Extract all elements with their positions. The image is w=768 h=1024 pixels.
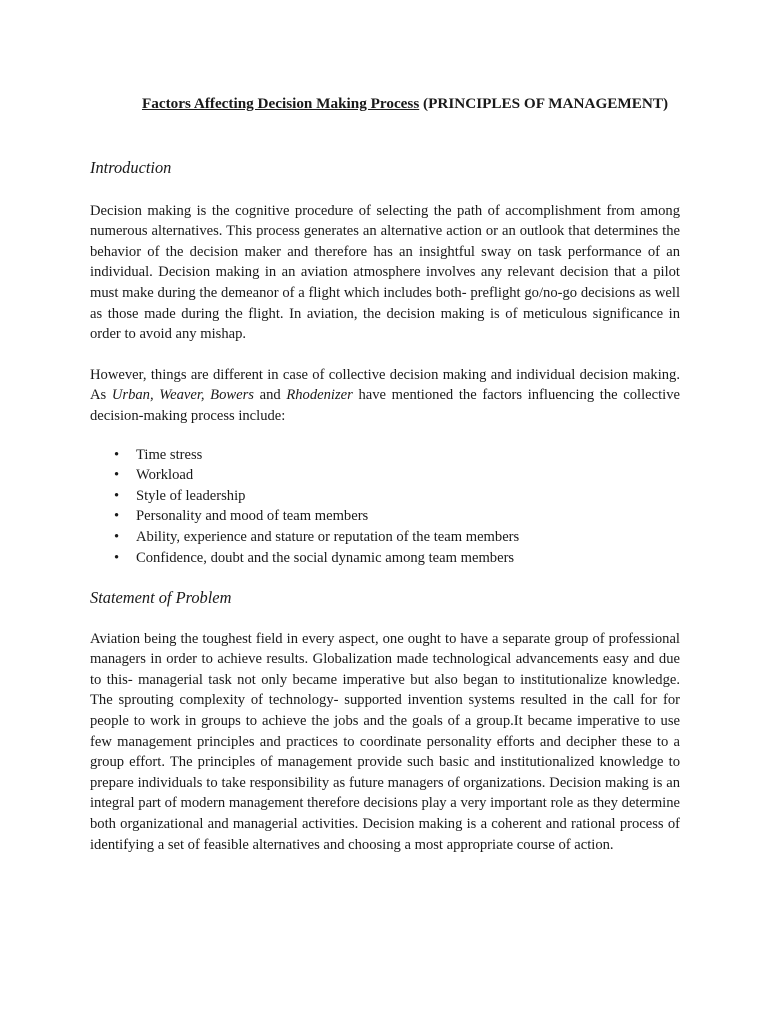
para2-authors: Urban, Weaver, Bowers xyxy=(111,387,254,404)
title-underlined-text: Factors Affecting Decision Making Process xyxy=(141,95,420,112)
para2-and: and xyxy=(253,387,287,404)
list-item: • Confidence, doubt and the social dynamic among team members xyxy=(114,548,680,569)
list-item: • Time stress xyxy=(114,445,680,466)
list-item: • Workload xyxy=(114,465,680,486)
factors-list xyxy=(90,445,680,569)
statement-of-problem-heading: Statement of Problem xyxy=(90,588,232,608)
problem-paragraph: Aviation being the toughest field in every aspect, one ought to have a separate group of professional managers in order to achieve results. Globalization made technological advancements easy and due to this- managerial task not only became imperative but also began to institutionalize knowledge. The sprouting complexity of technology- supported invention systems resulted in the call for for people to work in groups to achieve the jobs and the goals of a group.It became imperative to use few management principles and practices to coordinate personality efforts and decipher these to a group effort. The principles of management provide such basic and institutionalized knowledge to prepare individuals to take responsibility as future managers of organizations. Decision making is an integral part of modern management therefore decisions play a very important role as they determine both organizational and managerial activities. Decision making is a coherent and rational process of identifying a set of feasible alternatives and choosing a most appropriate course of action. xyxy=(90,630,680,853)
list-item: • Personality and mood of team members xyxy=(114,506,680,527)
list-item: • Ability, experience and stature or reputation of the team members xyxy=(114,527,680,548)
document-title xyxy=(130,92,680,116)
para2-text-a: However, things are different in case of collective decision making and individual decision making. As xyxy=(90,366,680,404)
list-item: • Style of leadership xyxy=(114,486,680,507)
collective-decision-paragraph xyxy=(90,365,680,427)
para2-author-rhodenizer: Rhodenizer xyxy=(286,387,353,404)
introduction-heading: Introduction xyxy=(90,158,172,177)
para2-text-b: have mentioned the factors influencing the collective decision-making process include: xyxy=(90,387,680,424)
introduction-paragraph: Decision making is the cognitive procedure of selecting the path of accomplishment from among numerous alternatives. This process generates an alternative action or an outlook that determines the behavior of the decision maker and therefore has an insightful sway on task performance of an individual. Decision making in an aviation atmosphere involves any relevant decision that a pilot must make during the demeanor of a flight which includes both- preflight go/no-go decisions as well as those made during the flight. In aviation, the decision making is of meticulous significance in order to avoid any mishap. xyxy=(90,202,680,343)
title-subtitle-text: (PRINCIPLES OF MANAGEMENT) xyxy=(419,95,669,112)
